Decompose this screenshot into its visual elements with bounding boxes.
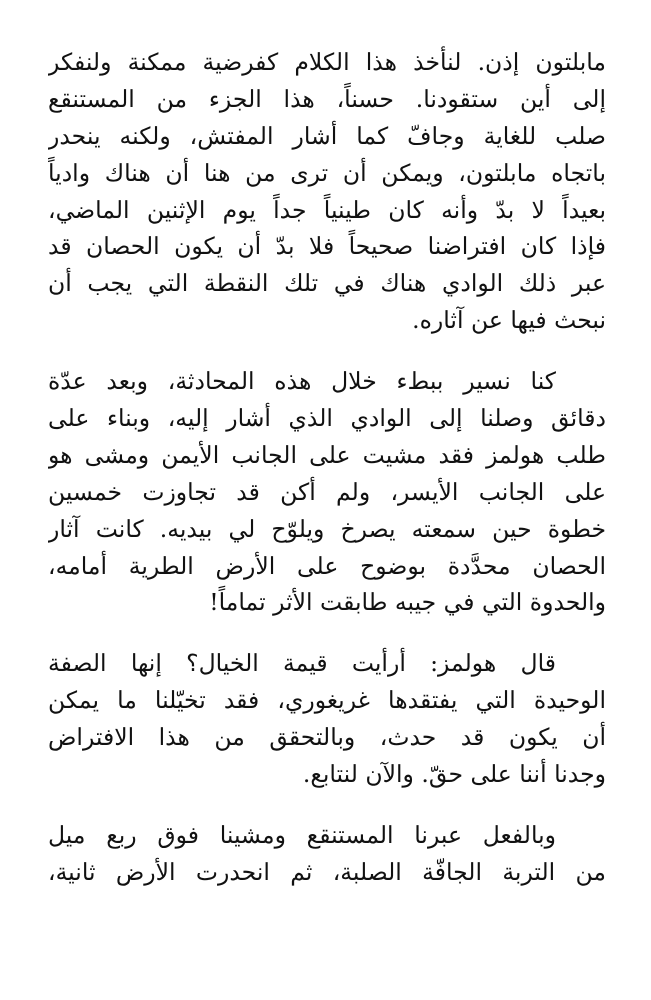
text-line: كنا نسير ببطء خلال هذه المحادثة، وبعد عدّة	[48, 367, 556, 396]
text-line: باتجاه مابلتون، ويمكن أن ترى من هنا أن هناك وادياً	[48, 158, 606, 187]
text-line: إلى أين ستقودنا. حسناً، هذا الجزء من المستنقع	[48, 84, 606, 113]
text-line: صلب للغاية وجافّ كما أشار المفتش، ولكنه ينحدر	[48, 121, 606, 150]
text-line: الوحيدة التي يفتقدها غريغوري، فقد تخيّلنا ما يمكن	[48, 686, 606, 715]
text-line: أن يكون قد حدث، وبالتحقق من هذا الافتراض	[48, 723, 606, 752]
text-line: قال هولمز: أرأيت قيمة الخيال؟ إنها الصفة	[48, 649, 556, 678]
paragraph-4	[48, 817, 606, 891]
text-line: والحدوة التي في جيبه طابقت الأثر تماماً!	[209, 588, 606, 617]
text-line: وبالفعل عبرنا المستنقع ومشينا فوق ربع ميل	[48, 820, 556, 849]
text-line: وجدنا أننا على حقّ. والآن لنتابع.	[302, 760, 606, 789]
text-line: على الجانب الأيسر، ولم أكن قد تجاوزت خمسين	[48, 477, 606, 506]
text-line: بعيداً لا بدّ وأنه كان طينياً جداً يوم الإثنين الماضي،	[48, 195, 606, 224]
paragraph-1	[48, 44, 606, 339]
text-line: خطوة حين سمعته يصرخ ويلوّح لي بيديه. كانت آثار	[48, 514, 606, 543]
text-line: فإذا كان افتراضنا صحيحاً فلا بدّ أن يكون الحصان قد	[48, 232, 606, 261]
text-line: مابلتون إذن. لنأخذ هذا الكلام كفرضية ممكنة ولنفكر	[48, 48, 606, 76]
paragraph-2	[48, 363, 606, 621]
text-line: من التربة الجافّة الصلبة، ثم انحدرت الأرض ثانية،	[48, 857, 606, 886]
text-line: الحصان محدَّدة بوضوح على الأرض الطرية أمامه،	[48, 551, 606, 580]
text-line: دقائق وصلنا إلى الوادي الذي أشار إليه، وبناء على	[48, 404, 606, 433]
paragraph-3	[48, 645, 606, 793]
text-line: عبر ذلك الوادي هناك في تلك النقطة التي يجب أن	[48, 269, 606, 298]
text-line: طلب هولمز فقد مشيت على الجانب الأيمن ومشى هو	[48, 440, 606, 469]
text-line: نبحث فيها عن آثاره.	[412, 306, 606, 335]
